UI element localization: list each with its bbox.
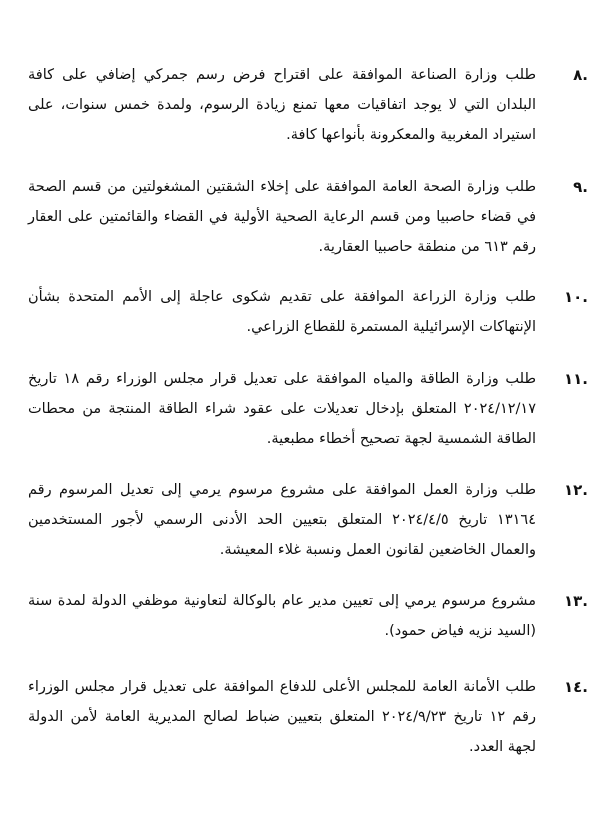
item-number: .١٠	[563, 288, 588, 306]
item-text: طلب وزارة الزراعة الموافقة على تقديم شكوى عاجلة إلى الأمم المتحدة بشأن الإنتهاكات الإسرائيلية المستمرة للقطاع الزراعي.	[28, 289, 536, 335]
item-number: .١١	[563, 370, 588, 388]
item-text: طلب وزارة العمل الموافقة على مشروع مرسوم يرمي إلى تعديل المرسوم رقم ١٣١٦٤ تاريخ ٢٠٢٤/٤/٥ المتعلق بتعيين الحد الأدنى الرسمي لأجور المستخدمين والعمال الخاضعين لقانون العمل ونسبة غلاء المعيشة.	[28, 482, 536, 558]
item-number: .١٤	[563, 678, 588, 696]
item-number: .٩	[573, 178, 588, 196]
agenda-item-14	[28, 672, 588, 762]
item-text: طلب وزارة الصحة العامة الموافقة على إخلاء الشقتين المشغولتين من قسم الصحة في قضاء حاصبيا ومن قسم الرعاية الصحية الأولية في القضاء والقائمتين على العقار رقم ٦١٣ من منطقة حاصبيا العقارية.	[28, 179, 536, 255]
agenda-item-9	[28, 172, 588, 262]
item-number: .١٣	[563, 592, 588, 610]
item-text: طلب وزارة الصناعة الموافقة على اقتراح فرض رسم جمركي إضافي على كافة البلدان التي لا يوجد اتفاقيات معها تمنع زيادة الرسوم، ولمدة خمس سنوات، على استيراد المغربية والمعكرونة بأنواعها كافة.	[28, 67, 536, 143]
item-text: طلب الأمانة العامة للمجلس الأعلى للدفاع الموافقة على تعديل قرار مجلس الوزراء رقم ١٢ تاريخ ٢٠٢٤/٩/٢٣ المتعلق بتعيين ضباط لصالح المديرية العامة لأمن الدولة لجهة العدد.	[28, 679, 536, 755]
agenda-item-12	[28, 475, 588, 565]
agenda-item-13	[28, 586, 588, 646]
item-text: مشروع مرسوم يرمي إلى تعيين مدير عام بالوكالة لتعاونية موظفي الدولة لمدة سنة (السيد نزيه فياض حمود).	[28, 593, 536, 639]
agenda-item-10	[28, 282, 588, 342]
agenda-item-11	[28, 364, 588, 454]
item-number: .١٢	[563, 481, 588, 499]
item-number: .٨	[573, 66, 588, 84]
item-text: طلب وزارة الطاقة والمياه الموافقة على تعديل قرار مجلس الوزراء رقم ١٨ تاريخ ٢٠٢٤/١٢/١٧ المتعلق بإدخال تعديلات على عقود شراء الطاقة المنتجة من محطات الطاقة الشمسية لجهة تصحيح أخطاء مطبعية.	[28, 371, 536, 447]
agenda-item-8	[28, 60, 588, 150]
